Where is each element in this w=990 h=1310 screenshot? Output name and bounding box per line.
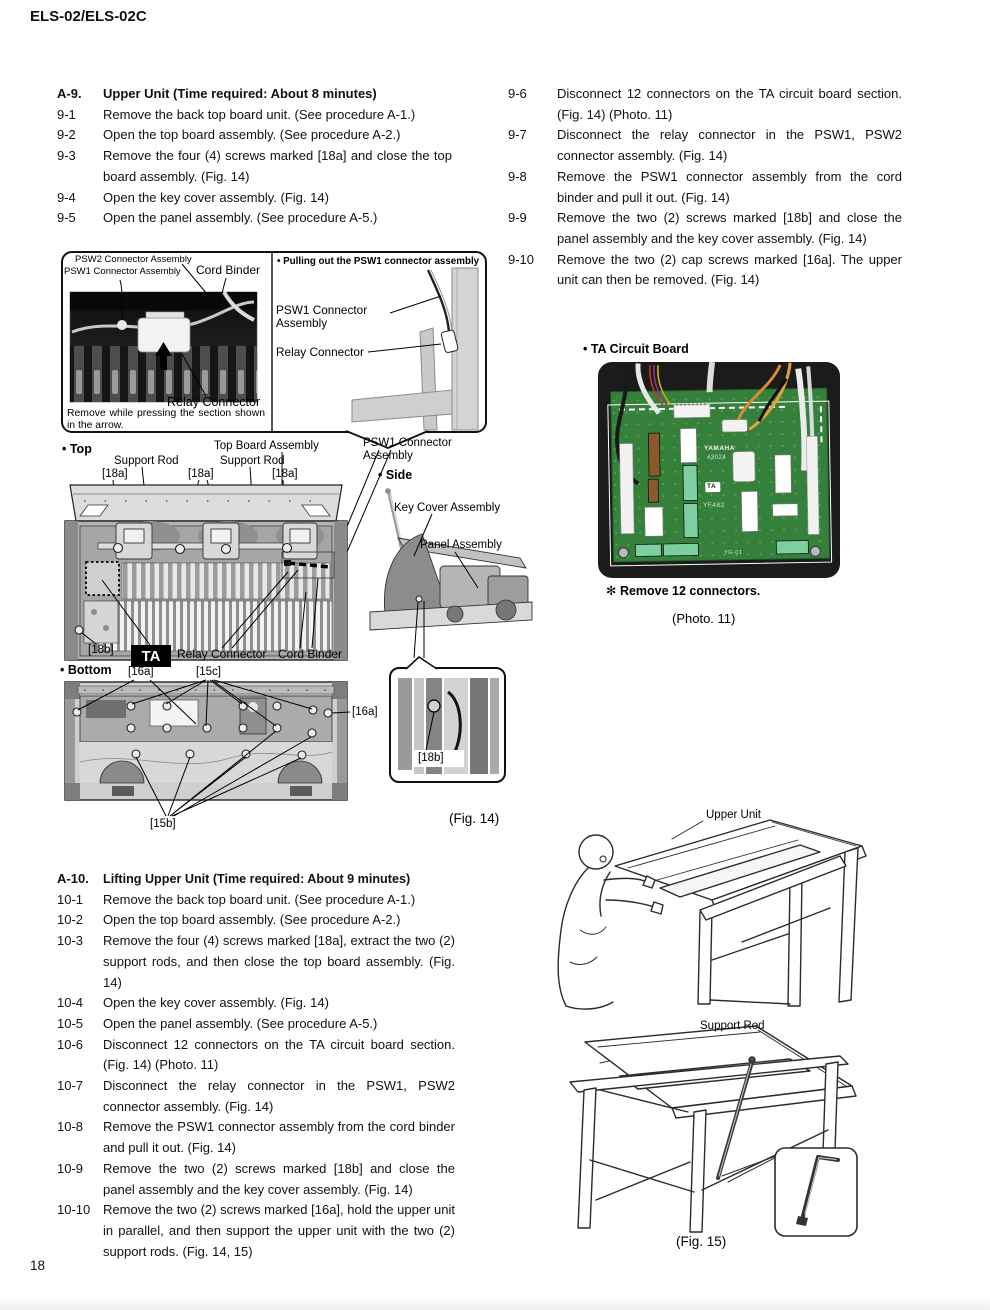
label-support-rod-2: Support Rod (220, 455, 285, 467)
pcb-silk-board-no: #3024 (707, 455, 727, 461)
step-text: Open the panel assembly. (See procedure A-5.) (103, 1015, 378, 1031)
section-a9-heading (57, 84, 452, 105)
step-text: Remove the two (2) screws marked [18b] and close the panel assembly and the key cover assembly. (Fig. 14) (103, 1160, 455, 1197)
ta-board-photo (598, 360, 840, 578)
label-psw2-connector-assembly: PSW2 Connector Assembly (75, 254, 192, 265)
pullout-title: • Pulling out the PSW1 connector assembly (277, 256, 480, 267)
step-text: Remove the back top board unit. (See procedure A-1.) (103, 106, 416, 122)
label-key-cover-assembly: Key Cover Assembly (394, 502, 501, 514)
section-a10-title: Lifting Upper Unit (Time required: About 9 minutes) (103, 872, 411, 886)
section-a9-id: A-9. (57, 86, 82, 101)
step-text: Remove the PSW1 connector assembly from the cord binder and pull it out. (Fig. 14) (557, 168, 902, 205)
support-rod-illustration (570, 1026, 857, 1236)
section-a10-heading (57, 869, 455, 890)
label-upper-unit: Upper Unit (706, 809, 761, 821)
step-text: Open the panel assembly. (See procedure A-5.) (103, 210, 378, 226)
step-text: Open the key cover assembly. (Fig. 14) (103, 995, 329, 1011)
step-num: 10-8 (57, 1119, 84, 1135)
step-10-4 (57, 993, 455, 1014)
ta-board-heading: • TA Circuit Board (583, 342, 689, 356)
page-header-model: ELS-02/ELS-02C (30, 8, 147, 25)
fig14-caption: (Fig. 14) (449, 811, 500, 826)
label-panel-assembly: Panel Assembly (420, 539, 502, 551)
step-text: Remove the PSW1 connector assembly from the cord binder and pull it out. (Fig. 14) (103, 1119, 455, 1156)
step-10-7 (57, 1076, 455, 1117)
step-text: Remove the two (2) screws marked [16a], hold the upper unit in parallel, and then support the upper unit with the two (2) support rods. (Fig. 14, 15) (103, 1202, 455, 1259)
step-9-6 (508, 84, 902, 125)
step-num: 10-10 (57, 1202, 91, 1218)
step-text: Remove the two (2) cap screws marked [16a]. The upper unit can then be removed. (Fig. 14) (557, 251, 902, 288)
step-text: Disconnect the relay connector in the PSW1, PSW2 connector assembly. (Fig. 14) (557, 127, 902, 164)
step-10-9 (57, 1159, 455, 1200)
inset-18b-drawing (390, 657, 505, 782)
label-psw1-top-view: PSW1 Connector Assembly (363, 437, 452, 462)
step-num: 10-5 (57, 1015, 84, 1031)
step-num: 10-1 (57, 891, 84, 907)
label-16a-right: [16a] (352, 706, 378, 718)
label-support-rod-1: Support Rod (114, 455, 179, 467)
step-num: 9-7 (508, 127, 527, 143)
label-18a-3: [18a] (272, 468, 298, 480)
step-10-1 (57, 890, 455, 911)
label-18b-left: [18b] (88, 644, 114, 656)
photo11-caption: (Photo. 11) (672, 611, 736, 626)
photo-note: Remove while pressing the section shown in the arrow. (67, 408, 265, 431)
step-9-5 (57, 208, 452, 229)
step-num: 9-3 (57, 148, 76, 164)
step-num: 9-1 (57, 106, 76, 122)
bottom-view-heading: • Bottom (60, 663, 112, 677)
step-num: 10-3 (57, 933, 84, 949)
section-a9-title: Upper Unit (Time required: About 8 minutes) (103, 86, 377, 101)
label-cord-binder-photo: Cord Binder (196, 263, 261, 277)
label-18b-inset: [18b] (418, 752, 444, 764)
page-number: 18 (30, 1258, 46, 1273)
step-num: 9-2 (57, 127, 76, 143)
step-text: Remove the back top board unit. (See procedure A-1.) (103, 891, 416, 907)
label-16a-top: [16a] (128, 666, 154, 678)
step-9-4 (57, 188, 452, 209)
procedure-a9-left (57, 84, 452, 229)
label-18a-1: [18a] (102, 468, 128, 480)
step-10-10 (57, 1200, 455, 1262)
section-a10-id: A-10. (57, 871, 89, 886)
step-num: 9-6 (508, 86, 527, 101)
step-num: 10-7 (57, 1078, 84, 1094)
procedure-a9-right (508, 84, 902, 291)
side-view-heading: • Side (378, 468, 413, 482)
step-10-3 (57, 931, 455, 993)
step-10-5 (57, 1014, 455, 1035)
step-text: Disconnect 12 connectors on the TA circuit board section. (Fig. 14) (Photo. 11) (103, 1036, 455, 1073)
page-bottom-edge (0, 1296, 990, 1310)
pcb-silk-model: YF482 (703, 502, 725, 509)
step-text: Remove the four (4) screws marked [18a] and close the top board assembly. (Fig. 14) (103, 148, 452, 184)
label-relay-pullout: Relay Connector (276, 345, 364, 359)
step-10-6 (57, 1035, 455, 1076)
step-text: Open the top board assembly. (See procedure A-2.) (103, 912, 401, 928)
label-15b: [15b] (150, 818, 176, 830)
step-9-9 (508, 208, 902, 249)
step-text: Remove the four (4) screws marked [18a], extract the two (2) support rods, and then close the top board assembly. (Fig. 14) (103, 933, 455, 990)
step-text: Disconnect 12 connectors on the TA circuit board section.(Fig. 14) (Photo. 11) (557, 86, 902, 122)
label-15c: [15c] (196, 666, 221, 678)
ta-badge: TA (131, 645, 171, 667)
step-num: 10-6 (57, 1036, 84, 1052)
step-num: 10-2 (57, 912, 84, 928)
pcb-silk-brand: YAMAHA (704, 445, 735, 452)
lifting-illustration (558, 820, 866, 1009)
ta-board-note: ✻ Remove 12 connectors. (606, 584, 761, 598)
step-text: Open the top board assembly. (See procedure A-2.) (103, 127, 401, 143)
procedure-a10 (57, 869, 455, 1262)
step-text: Disconnect the relay connector in the PSW1, PSW2 connector assembly. (Fig. 14) (103, 1078, 455, 1114)
pcb-silk-ta: TA (707, 483, 717, 490)
step-text: Open the key cover assembly. (Fig. 14) (103, 189, 329, 205)
label-psw1-connector-assembly: PSW1 Connector Assembly (64, 266, 181, 277)
bottom-view-drawing (65, 680, 350, 816)
top-view-drawing (65, 452, 347, 660)
step-9-8 (508, 167, 902, 208)
step-num: 10-9 (57, 1160, 84, 1176)
step-text: Remove the two (2) screws marked [18b] and close the panel assembly and the key cover assembly. (Fig. 14) (557, 210, 902, 246)
step-9-3 (57, 146, 452, 187)
pcb-silk-rev: YG-01 (724, 550, 743, 556)
top-view-heading: • Top (62, 442, 92, 456)
step-10-2 (57, 910, 455, 931)
step-num: 9-10 (508, 251, 535, 267)
label-cord-binder-bottom: Cord Binder (278, 647, 343, 661)
step-10-8 (57, 1117, 455, 1158)
step-9-7 (508, 125, 902, 166)
step-num: 9-5 (57, 210, 76, 226)
step-9-10 (508, 250, 902, 291)
step-num: 9-8 (508, 168, 527, 184)
step-num: 9-9 (508, 210, 527, 226)
step-9-1 (57, 105, 452, 126)
step-num: 10-4 (57, 995, 84, 1011)
label-18a-2: [18a] (188, 468, 214, 480)
step-num: 9-4 (57, 189, 76, 205)
label-relay-connector-photo: Relay Connector (167, 395, 261, 409)
label-psw1-pullout: PSW1 Connector Assembly (276, 303, 368, 331)
label-top-board-assembly: Top Board Assembly (214, 440, 319, 452)
step-9-2 (57, 125, 452, 146)
fig15-caption: (Fig. 15) (676, 1234, 727, 1249)
label-relay-connector-bottom: Relay Connector (177, 647, 267, 661)
label-support-rod: Support Rod (700, 1020, 765, 1032)
